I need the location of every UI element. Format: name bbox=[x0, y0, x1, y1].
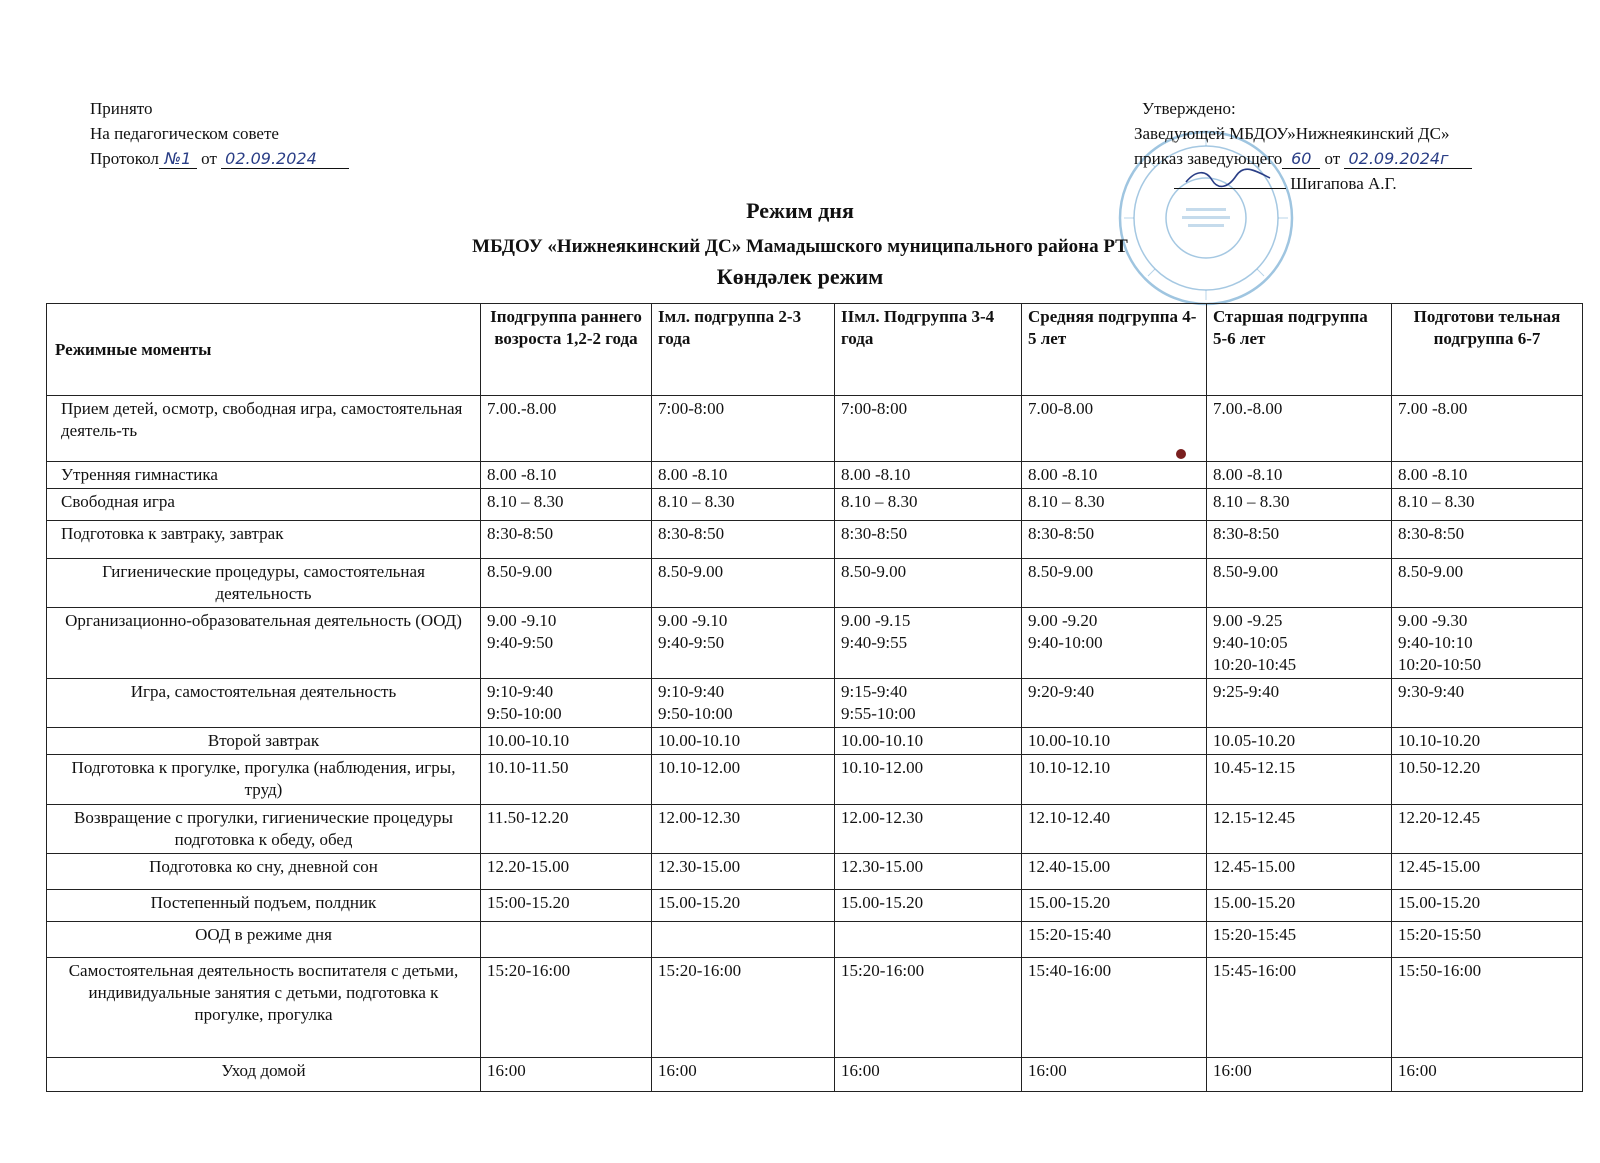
page-title-tatar: Көндәлек режим bbox=[716, 264, 884, 289]
table-row bbox=[47, 608, 1583, 679]
protocol-date: 02.09.2024 bbox=[221, 150, 349, 169]
time-cell: 7:00-8:00 bbox=[835, 396, 1022, 462]
table-row bbox=[47, 958, 1583, 1058]
time-cell bbox=[835, 679, 1022, 728]
activity-cell: Подготовка к прогулке, прогулка (наблюдения, игры, труд) bbox=[47, 755, 481, 805]
time-cell: 8:30-8:50 bbox=[1392, 521, 1583, 559]
approval-block-left bbox=[90, 96, 349, 171]
column-header: Режимные моменты bbox=[47, 304, 481, 396]
time-line: 9:50-10:00 bbox=[658, 704, 733, 723]
time-cell: 12.20-12.45 bbox=[1392, 805, 1583, 854]
time-cell: 7.00.-8.00 bbox=[1207, 396, 1392, 462]
table-row bbox=[47, 1058, 1583, 1092]
time-cell: 15:00-15.20 bbox=[481, 890, 652, 922]
time-cell: 7.00.-8.00 bbox=[481, 396, 652, 462]
time-cell: 12.30-15.00 bbox=[652, 854, 835, 890]
approval-left-line1: Принято bbox=[90, 99, 153, 118]
time-cell: 8.00 -8.10 bbox=[835, 462, 1022, 489]
time-line: 9:50-10:00 bbox=[487, 704, 562, 723]
table-row bbox=[47, 755, 1583, 805]
time-line: 9:40-9:50 bbox=[658, 633, 725, 652]
time-line: 9:40-10:10 bbox=[1398, 633, 1473, 652]
approval-left-line2: На педагогическом совете bbox=[90, 124, 279, 143]
time-cell bbox=[1207, 608, 1392, 679]
time-line: 9.00 -9.10 bbox=[658, 611, 728, 630]
activity-cell: Организационно-образовательная деятельность (ООД) bbox=[47, 608, 481, 679]
table-row bbox=[47, 890, 1583, 922]
approval-block-right bbox=[1134, 96, 1472, 196]
column-header: Iмл. подгруппа 2-3 года bbox=[652, 304, 835, 396]
column-header: Средняя подгруппа 4-5 лет bbox=[1022, 304, 1207, 396]
time-cell bbox=[481, 608, 652, 679]
time-cell: 10.05-10.20 bbox=[1207, 728, 1392, 755]
time-cell: 8:30-8:50 bbox=[652, 521, 835, 559]
activity-cell: Постепенный подъем, полдник bbox=[47, 890, 481, 922]
page-title: Режим дня bbox=[746, 198, 854, 223]
time-cell: 12.00-12.30 bbox=[835, 805, 1022, 854]
order-date-label: от bbox=[1324, 149, 1341, 168]
time-cell bbox=[481, 679, 652, 728]
time-cell: 8.00 -8.10 bbox=[1207, 462, 1392, 489]
signature-icon bbox=[1174, 172, 1286, 189]
time-cell: 7:00-8:00 bbox=[652, 396, 835, 462]
time-cell: 8.10 – 8.30 bbox=[1392, 489, 1583, 521]
time-cell: 8:30-8:50 bbox=[481, 521, 652, 559]
time-cell bbox=[835, 922, 1022, 958]
time-cell: 15:20-15:40 bbox=[1022, 922, 1207, 958]
time-cell: 8.00 -8.10 bbox=[481, 462, 652, 489]
activity-cell: Утренняя гимнастика bbox=[47, 462, 481, 489]
time-line: 9:15-9:40 bbox=[841, 682, 908, 701]
protocol-number: №1 bbox=[159, 150, 197, 169]
ink-speck bbox=[1176, 449, 1186, 459]
page-subtitle: МБДОУ «Нижнеякинский ДС» Мамадышского муниципального района РТ bbox=[472, 236, 1128, 257]
activity-cell: Подготовка ко сну, дневной сон bbox=[47, 854, 481, 890]
approval-right-line2: Заведующей МБДОУ»Нижнеякинский ДС» bbox=[1134, 124, 1450, 143]
time-cell bbox=[652, 608, 835, 679]
time-cell: 15.00-15.20 bbox=[835, 890, 1022, 922]
time-cell: 15:20-16:00 bbox=[835, 958, 1022, 1058]
time-cell: 8.10 – 8.30 bbox=[652, 489, 835, 521]
time-cell: 9:25-9:40 bbox=[1207, 679, 1392, 728]
time-cell: 16:00 bbox=[1022, 1058, 1207, 1092]
time-cell: 15:20-15:50 bbox=[1392, 922, 1583, 958]
time-cell: 15:20-15:45 bbox=[1207, 922, 1392, 958]
table-row bbox=[47, 521, 1583, 559]
time-cell: 10.10-12.00 bbox=[652, 755, 835, 805]
time-cell: 8.10 – 8.30 bbox=[835, 489, 1022, 521]
activity-cell: Прием детей, осмотр, свободная игра, самостоятельная деятель-ть bbox=[47, 396, 481, 462]
table-row bbox=[47, 462, 1583, 489]
time-cell bbox=[481, 922, 652, 958]
time-line: 9.00 -9.20 bbox=[1028, 611, 1098, 630]
order-label: приказ заведующего bbox=[1134, 149, 1283, 168]
activity-cell: Подготовка к завтраку, завтрак bbox=[47, 521, 481, 559]
table-row bbox=[47, 489, 1583, 521]
activity-cell: Уход домой bbox=[47, 1058, 481, 1092]
signer-name: Шигапова А.Г. bbox=[1290, 174, 1397, 193]
activity-cell: Возвращение с прогулки, гигиенические процедуры подготовка к обеду, обед bbox=[47, 805, 481, 854]
time-cell: 10.00-10.10 bbox=[1022, 728, 1207, 755]
signature-line bbox=[1134, 171, 1472, 196]
time-cell: 10.45-12.15 bbox=[1207, 755, 1392, 805]
approval-right-line1: Утверждено: bbox=[1142, 99, 1236, 118]
protocol-date-label: от bbox=[201, 149, 217, 168]
time-cell bbox=[1022, 608, 1207, 679]
time-line: 9:40-10:00 bbox=[1028, 633, 1103, 652]
time-cell bbox=[1392, 608, 1583, 679]
time-cell: 8:30-8:50 bbox=[835, 521, 1022, 559]
protocol-label: Протокол bbox=[90, 149, 159, 168]
time-cell: 15.00-15.20 bbox=[1207, 890, 1392, 922]
table-row bbox=[47, 805, 1583, 854]
time-cell: 15:45-16:00 bbox=[1207, 958, 1392, 1058]
time-cell: 8.10 – 8.30 bbox=[1022, 489, 1207, 521]
time-cell: 16:00 bbox=[835, 1058, 1022, 1092]
time-line: 9.00 -9.30 bbox=[1398, 611, 1468, 630]
table-row bbox=[47, 679, 1583, 728]
time-cell bbox=[835, 608, 1022, 679]
activity-cell: ООД в режиме дня bbox=[47, 922, 481, 958]
time-cell: 11.50-12.20 bbox=[481, 805, 652, 854]
time-cell: 10.00-10.10 bbox=[652, 728, 835, 755]
table-header-row bbox=[47, 304, 1583, 396]
time-cell: 10.10-10.20 bbox=[1392, 728, 1583, 755]
time-cell: 8.50-9.00 bbox=[835, 559, 1022, 608]
time-cell: 16:00 bbox=[1392, 1058, 1583, 1092]
time-cell: 9:30-9:40 bbox=[1392, 679, 1583, 728]
time-cell: 15:50-16:00 bbox=[1392, 958, 1583, 1058]
activity-cell: Самостоятельная деятельность воспитателя с детьми, индивидуальные занятия с детьми, подготовка к прогулке, прогулка bbox=[47, 958, 481, 1058]
time-cell: 16:00 bbox=[652, 1058, 835, 1092]
time-cell: 8.50-9.00 bbox=[1022, 559, 1207, 608]
time-cell: 12.45-15.00 bbox=[1207, 854, 1392, 890]
time-cell: 12.10-12.40 bbox=[1022, 805, 1207, 854]
column-header: IIмл. Подгруппа 3-4 года bbox=[835, 304, 1022, 396]
column-header: Старшая подгруппа 5-6 лет bbox=[1207, 304, 1392, 396]
time-cell: 12.40-15.00 bbox=[1022, 854, 1207, 890]
time-cell: 12.30-15.00 bbox=[835, 854, 1022, 890]
schedule-body bbox=[47, 396, 1583, 1092]
order-date: 02.09.2024г bbox=[1344, 150, 1472, 169]
table-row bbox=[47, 728, 1583, 755]
time-cell bbox=[652, 679, 835, 728]
time-line: 9:40-10:05 bbox=[1213, 633, 1288, 652]
time-cell: 9:20-9:40 bbox=[1022, 679, 1207, 728]
time-cell: 16:00 bbox=[1207, 1058, 1392, 1092]
time-cell: 8:30-8:50 bbox=[1022, 521, 1207, 559]
table-row bbox=[47, 854, 1583, 890]
time-cell: 8.50-9.00 bbox=[481, 559, 652, 608]
time-cell: 8.50-9.00 bbox=[1392, 559, 1583, 608]
time-line: 10:20-10:45 bbox=[1213, 655, 1297, 674]
time-cell: 15.00-15.20 bbox=[1392, 890, 1583, 922]
time-line: 9:40-9:55 bbox=[841, 633, 908, 652]
time-line: 9:10-9:40 bbox=[658, 682, 725, 701]
activity-cell: Игра, самостоятельная деятельность bbox=[47, 679, 481, 728]
protocol-line bbox=[90, 146, 349, 171]
time-cell: 12.20-15.00 bbox=[481, 854, 652, 890]
column-header: Iподгруппа раннего возроста 1,2-2 года bbox=[481, 304, 652, 396]
time-cell: 8.00 -8.10 bbox=[1392, 462, 1583, 489]
time-cell: 12.15-12.45 bbox=[1207, 805, 1392, 854]
time-cell: 8:30-8:50 bbox=[1207, 521, 1392, 559]
activity-cell: Гигиенические процедуры, самостоятельная деятельность bbox=[47, 559, 481, 608]
time-cell: 10.50-12.20 bbox=[1392, 755, 1583, 805]
time-cell: 10.00-10.10 bbox=[481, 728, 652, 755]
time-cell: 10.10-12.10 bbox=[1022, 755, 1207, 805]
time-cell: 15:40-16:00 bbox=[1022, 958, 1207, 1058]
time-line: 10:20-10:50 bbox=[1398, 655, 1482, 674]
time-cell: 8.50-9.00 bbox=[652, 559, 835, 608]
time-cell: 8.10 – 8.30 bbox=[1207, 489, 1392, 521]
time-line: 9:40-9:50 bbox=[487, 633, 554, 652]
time-line: 9:10-9:40 bbox=[487, 682, 554, 701]
time-cell: 15.00-15.20 bbox=[1022, 890, 1207, 922]
table-row bbox=[47, 922, 1583, 958]
time-cell: 7.00 -8.00 bbox=[1392, 396, 1583, 462]
time-cell: 15:20-16:00 bbox=[652, 958, 835, 1058]
time-cell: 15.00-15.20 bbox=[652, 890, 835, 922]
time-line: 9.00 -9.10 bbox=[487, 611, 557, 630]
time-cell: 7.00-8.00 bbox=[1022, 396, 1207, 462]
table-row bbox=[47, 396, 1583, 462]
table-row bbox=[47, 559, 1583, 608]
time-cell: 10.10-11.50 bbox=[481, 755, 652, 805]
time-cell: 12.45-15.00 bbox=[1392, 854, 1583, 890]
time-cell bbox=[652, 922, 835, 958]
time-line: 9:55-10:00 bbox=[841, 704, 916, 723]
time-cell: 10.00-10.10 bbox=[835, 728, 1022, 755]
time-line: 9.00 -9.15 bbox=[841, 611, 911, 630]
time-cell: 10.10-12.00 bbox=[835, 755, 1022, 805]
schedule-table bbox=[46, 303, 1583, 1092]
time-line: 9.00 -9.25 bbox=[1213, 611, 1283, 630]
time-cell: 8.00 -8.10 bbox=[652, 462, 835, 489]
time-cell: 16:00 bbox=[481, 1058, 652, 1092]
column-header: Подготови тельная подгруппа 6-7 bbox=[1392, 304, 1583, 396]
time-cell: 12.00-12.30 bbox=[652, 805, 835, 854]
time-cell: 8.10 – 8.30 bbox=[481, 489, 652, 521]
order-number: 60 bbox=[1282, 150, 1320, 169]
time-cell: 15:20-16:00 bbox=[481, 958, 652, 1058]
time-cell: 8.00 -8.10 bbox=[1022, 462, 1207, 489]
activity-cell: Свободная игра bbox=[47, 489, 481, 521]
time-cell: 8.50-9.00 bbox=[1207, 559, 1392, 608]
activity-cell: Второй завтрак bbox=[47, 728, 481, 755]
